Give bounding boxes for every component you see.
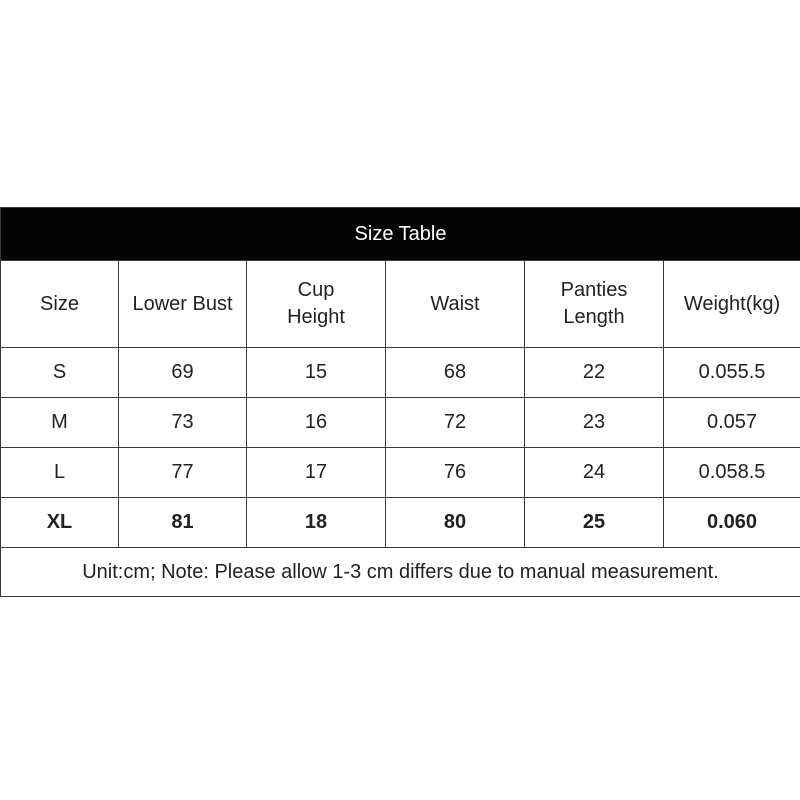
table-row-l (1, 448, 800, 498)
cell-lower-bust: 81 (119, 498, 247, 548)
cell-weight: 0.057 (664, 398, 800, 448)
cell-cup-height: 18 (247, 498, 386, 548)
cell-weight: 0.055.5 (664, 348, 800, 398)
column-header-lower-bust: Lower Bust (119, 261, 247, 348)
table-note: Unit:cm; Note: Please allow 1-3 cm differs due to manual measurement. (1, 548, 800, 597)
cell-panties-length: 22 (525, 348, 664, 398)
column-header-cup-height: Cup Height (247, 261, 386, 348)
cell-panties-length: 23 (525, 398, 664, 448)
table-row-s (1, 348, 800, 398)
table-row-xl (1, 498, 800, 548)
cell-lower-bust: 77 (119, 448, 247, 498)
column-header-panties-length: Panties Length (525, 261, 664, 348)
cell-size: XL (1, 498, 119, 548)
cell-lower-bust: 73 (119, 398, 247, 448)
cell-cup-height: 17 (247, 448, 386, 498)
column-header-weight: Weight(kg) (664, 261, 800, 348)
cell-size: M (1, 398, 119, 448)
size-table (0, 207, 800, 597)
cell-waist: 72 (386, 398, 525, 448)
column-header-waist: Waist (386, 261, 525, 348)
table-title-row (1, 208, 800, 261)
table-title: Size Table (1, 208, 800, 261)
cell-lower-bust: 69 (119, 348, 247, 398)
cell-waist: 76 (386, 448, 525, 498)
cell-size: L (1, 448, 119, 498)
cell-weight: 0.060 (664, 498, 800, 548)
cell-cup-height: 16 (247, 398, 386, 448)
table-header-row (1, 261, 800, 348)
cell-size: S (1, 348, 119, 398)
cell-weight: 0.058.5 (664, 448, 800, 498)
column-header-size: Size (1, 261, 119, 348)
cell-panties-length: 25 (525, 498, 664, 548)
cell-panties-length: 24 (525, 448, 664, 498)
table-note-row (1, 548, 800, 597)
cell-cup-height: 15 (247, 348, 386, 398)
cell-waist: 80 (386, 498, 525, 548)
size-table-container (0, 207, 800, 597)
cell-waist: 68 (386, 348, 525, 398)
table-row-m (1, 398, 800, 448)
